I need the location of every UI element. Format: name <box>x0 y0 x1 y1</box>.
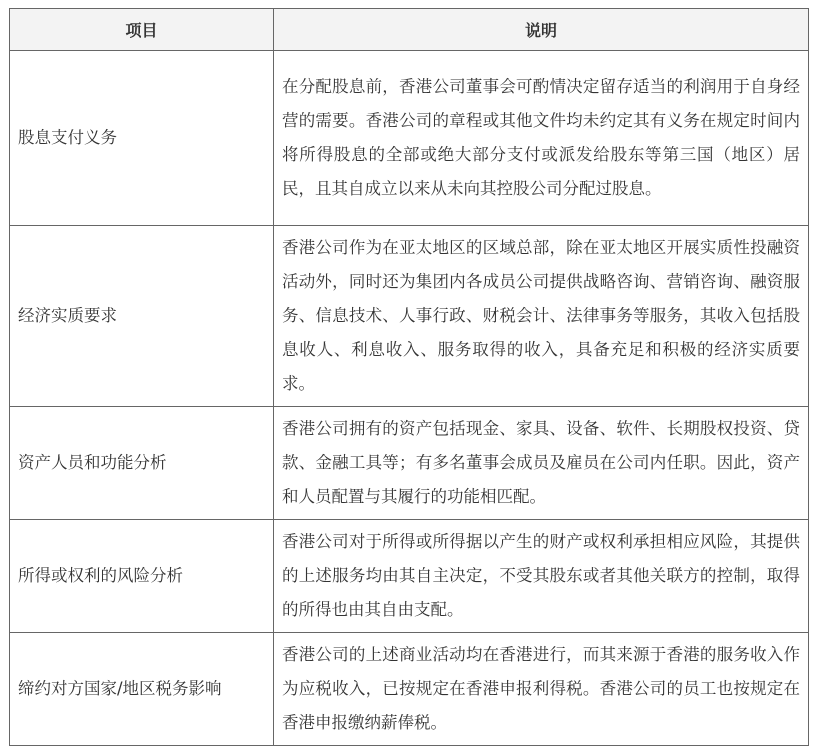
table-row <box>10 520 809 633</box>
row-item: 缔约对方国家/地区税务影响 <box>10 633 274 746</box>
table-row <box>10 633 809 746</box>
table-header-row <box>10 9 809 51</box>
table-row <box>10 407 809 520</box>
row-item: 股息支付义务 <box>10 51 274 226</box>
header-description: 说明 <box>274 9 809 51</box>
row-description: 香港公司对于所得或所得据以产生的财产或权利承担相应风险，其提供的上述服务均由其自主决定，不受其股东或者其他关联方的控制，取得的所得也由其自由支配。 <box>274 520 809 633</box>
row-item: 经济实质要求 <box>10 226 274 407</box>
header-item: 项目 <box>10 9 274 51</box>
info-table-container <box>9 8 808 746</box>
table-row <box>10 51 809 226</box>
row-description: 香港公司的上述商业活动均在香港进行，而其来源于香港的服务收入作为应税收入，已按规定在香港申报利得税。香港公司的员工也按规定在香港申报缴纳薪俸税。 <box>274 633 809 746</box>
table-row <box>10 226 809 407</box>
row-description: 香港公司拥有的资产包括现金、家具、设备、软件、长期股权投资、贷款、金融工具等；有多名董事会成员及雇员在公司内任职。因此，资产和人员配置与其履行的功能相匹配。 <box>274 407 809 520</box>
row-item: 资产人员和功能分析 <box>10 407 274 520</box>
row-description: 香港公司作为在亚太地区的区域总部，除在亚太地区开展实质性投融资活动外，同时还为集团内各成员公司提供战略咨询、营销咨询、融资服务、信息技术、人事行政、财税会计、法律事务等服务，其收入包括股息收人、利息收入、服务取得的收入，具备充足和积极的经济实质要求。 <box>274 226 809 407</box>
info-table <box>9 8 809 746</box>
row-item: 所得或权利的风险分析 <box>10 520 274 633</box>
row-description: 在分配股息前，香港公司董事会可酌情决定留存适当的利润用于自身经营的需要。香港公司的章程或其他文件均未约定其有义务在规定时间内将所得股息的全部或绝大部分支付或派发给股东等第三国（地区）居民，且其自成立以来从未向其控股公司分配过股息。 <box>274 51 809 226</box>
